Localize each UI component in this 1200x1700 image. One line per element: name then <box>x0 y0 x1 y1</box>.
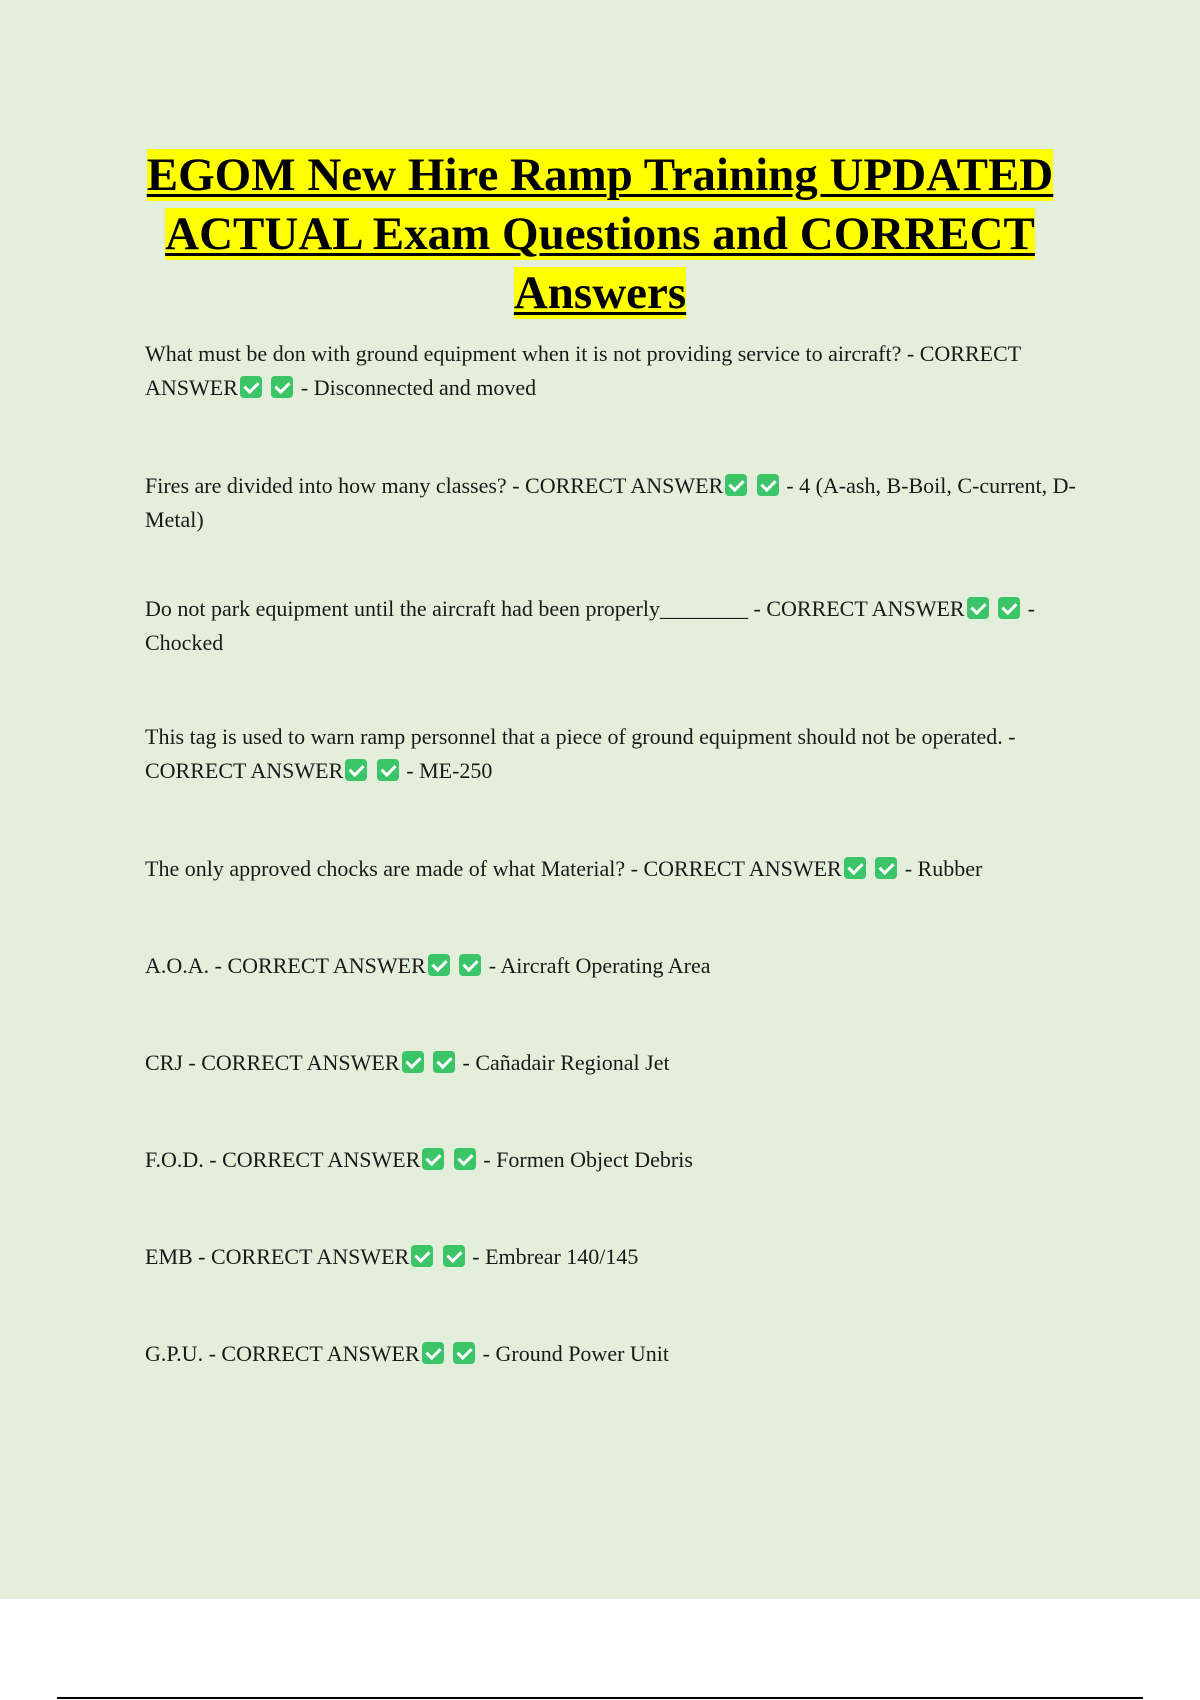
answer-text: - Cañadair Regional Jet <box>462 1050 670 1075</box>
check-mark-button-icon <box>459 954 481 976</box>
answer-text: - Rubber <box>904 856 983 881</box>
question-text: Fires are divided into how many classes? - <box>145 473 520 498</box>
question-text: What must be don with ground equipment when it is not providing service to aircraft? - <box>145 341 915 366</box>
check-mark-button-icon <box>875 857 897 879</box>
check-mark-button-icon <box>998 597 1020 619</box>
question-text: CRJ - <box>145 1050 196 1075</box>
question-text: G.P.U. - <box>145 1341 216 1366</box>
check-mark-button-icon <box>967 597 989 619</box>
question-text: F.O.D. - <box>145 1147 217 1172</box>
qa-item <box>145 1046 1095 1080</box>
answer-marker: CORRECT ANSWER <box>222 1147 421 1172</box>
check-mark-button-icon <box>757 474 779 496</box>
answer-marker: CORRECT ANSWER <box>227 953 426 978</box>
qa-item <box>145 949 1095 983</box>
qa-item <box>145 469 1095 537</box>
answer-text: - Embrear 140/145 <box>472 1244 639 1269</box>
check-mark-button-icon <box>402 1051 424 1073</box>
check-mark-button-icon <box>443 1245 465 1267</box>
answer-text: - Disconnected and moved <box>300 375 537 400</box>
document-title-text: EGOM New Hire Ramp Training UPDATED ACTUAL Exam Questions and CORRECT Answers <box>146 149 1054 319</box>
qa-item <box>145 720 1095 788</box>
answer-marker: CORRECT ANSWER <box>201 1050 400 1075</box>
check-mark-button-icon <box>433 1051 455 1073</box>
answer-text: - ME-250 <box>406 758 493 783</box>
check-mark-button-icon <box>345 759 367 781</box>
question-text: Do not park equipment until the aircraft had been properly________ - <box>145 596 761 621</box>
qa-item <box>145 337 1095 405</box>
check-mark-button-icon <box>725 474 747 496</box>
answer-text: - Aircraft Operating Area <box>488 953 711 978</box>
check-mark-button-icon <box>271 376 293 398</box>
answer-text: - Chocked <box>145 596 1035 655</box>
answer-marker: CORRECT ANSWER <box>766 596 965 621</box>
answer-marker: CORRECT ANSWER <box>211 1244 410 1269</box>
check-mark-button-icon <box>422 1342 444 1364</box>
answer-marker: CORRECT ANSWER <box>643 856 842 881</box>
question-text: The only approved chocks are made of what Material? - <box>145 856 638 881</box>
answer-marker: CORRECT ANSWER <box>221 1341 420 1366</box>
qa-item <box>145 592 1095 660</box>
question-text: This tag is used to warn ramp personnel that a piece of ground equipment should not be operated. - <box>145 724 1016 749</box>
question-text: EMB - <box>145 1244 206 1269</box>
qa-item <box>145 1337 1095 1371</box>
check-mark-button-icon <box>453 1342 475 1364</box>
answer-text: - Formen Object Debris <box>483 1147 693 1172</box>
qa-item <box>145 852 1095 886</box>
check-mark-button-icon <box>428 954 450 976</box>
answer-marker: CORRECT ANSWER <box>145 341 1021 400</box>
answer-text: - 4 (A-ash, B-Boil, C-current, D-Metal) <box>145 473 1076 532</box>
check-mark-button-icon <box>422 1148 444 1170</box>
footer-divider <box>57 1697 1143 1699</box>
answer-marker: CORRECT ANSWER <box>145 758 344 783</box>
check-mark-button-icon <box>377 759 399 781</box>
check-mark-button-icon <box>454 1148 476 1170</box>
check-mark-button-icon <box>240 376 262 398</box>
document-title <box>100 146 1100 323</box>
check-mark-button-icon <box>411 1245 433 1267</box>
answer-text: - Ground Power Unit <box>482 1341 670 1366</box>
question-text: A.O.A. - <box>145 953 222 978</box>
qa-item <box>145 1240 1095 1274</box>
answer-marker: CORRECT ANSWER <box>525 473 724 498</box>
check-mark-button-icon <box>844 857 866 879</box>
qa-item <box>145 1143 1095 1177</box>
